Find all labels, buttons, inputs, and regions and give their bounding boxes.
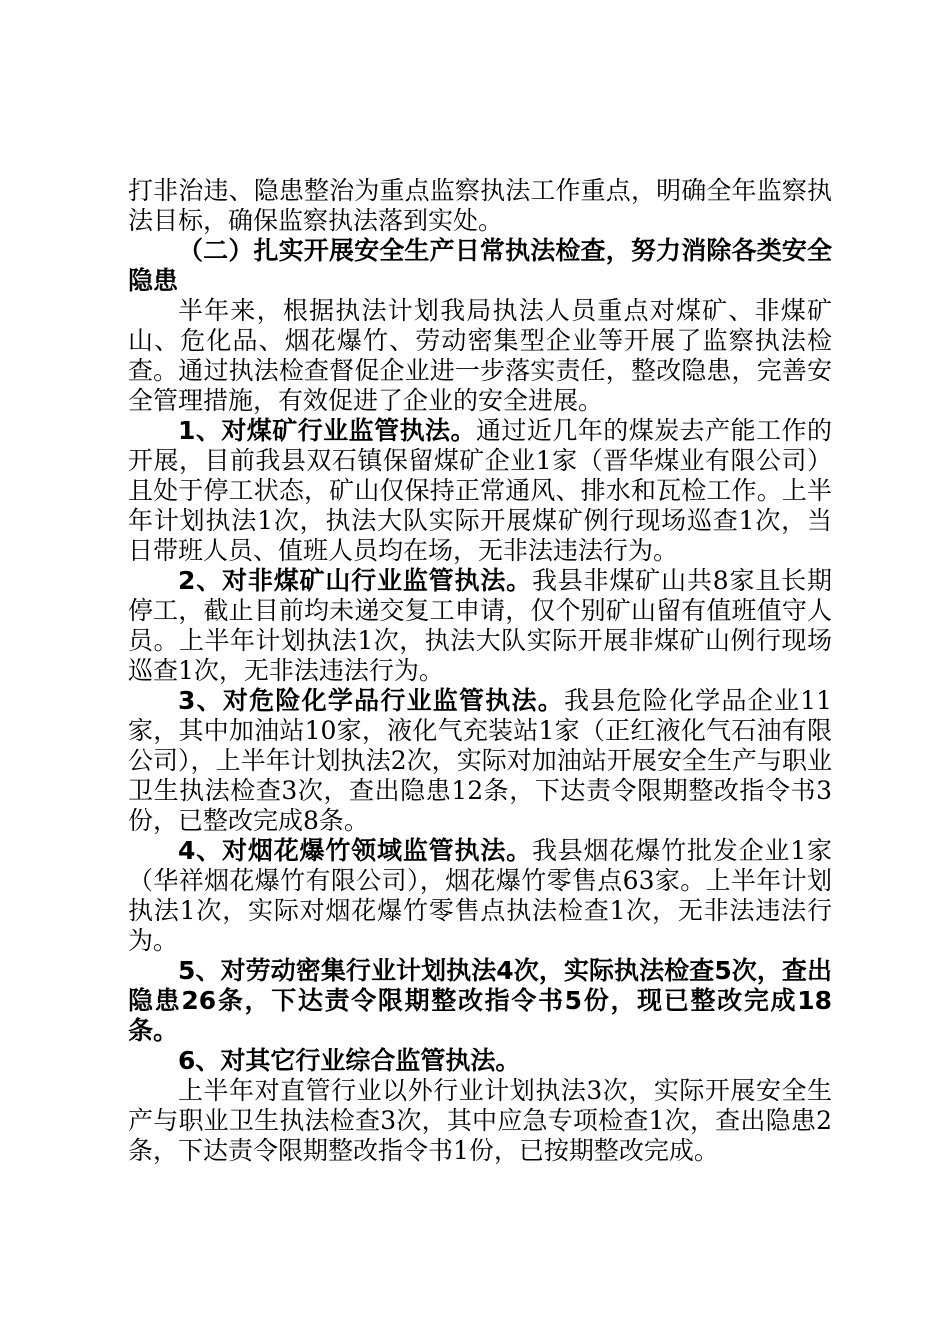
paragraph-intro-continuation: 打非治违、隐患整治为重点监察执法工作重点，明确全年监察执法目标，确保监察执法落到实处。 [128,176,832,235]
section-heading-2: （二）扎实开展安全生产日常执法检查，努力消除各类安全隐患 [128,236,832,295]
item-1-coal-mine [128,416,832,566]
item-3-lead: 3、对危险化学品行业监管执法。 [178,686,565,715]
item-3-body: 我县危险化学品企业11家，其中加油站10家，液化气充装站1家（正红液化气石油有限公司），上半年计划执法2次，实际对加油站开展安全生产与职业卫生执法检查3次，查出隐患12条，下达责令限期整改指令书3份，已整改完成8条。 [128,686,832,835]
item-6-lead: 6、对其它行业综合监管执法。 [178,1046,521,1075]
item-3-hazardous-chemicals [128,686,832,836]
item-1-body: 通过近几年的煤炭去产能工作的开展，目前我县双石镇保留煤矿企业1家（晋华煤业有限公司）且处于停工状态，矿山仅保持正常通风、排水和瓦检工作。上半年计划执法1次，执法大队实际开展煤矿例行现场巡查1次，当日带班人员、值班人员均在场，无非法违法行为。 [128,416,832,565]
item-6-other-industries [128,1046,832,1076]
paragraph-half-year-summary: 半年来，根据执法计划我局执法人员重点对煤矿、非煤矿山、危化品、烟花爆竹、劳动密集型企业等开展了监察执法检查。通过执法检查督促企业进一步落实责任，整改隐患，完善安全管理措施，有效促进了企业的安全进展。 [128,296,832,415]
item-2-non-coal-mine [128,566,832,686]
item-2-body: 我县非煤矿山共8家且长期停工，截止目前均未递交复工申请，仅个别矿山留有值班值守人员。上半年计划执法1次，执法大队实际开展非煤矿山例行现场巡查1次，无非法违法行为。 [128,566,832,685]
item-2-lead: 2、对非煤矿山行业监管执法。 [178,566,532,595]
document-page [128,176,832,1166]
item-4-lead: 4、对烟花爆竹领域监管执法。 [178,836,532,865]
item-4-fireworks [128,836,832,956]
item-5-labor-intensive: 5、对劳动密集行业计划执法4次，实际执法检查5次，查出隐患26条，下达责令限期整改指令书5份，现已整改完成18条。 [128,956,832,1045]
item-1-lead: 1、对煤矿行业监管执法。 [178,416,476,445]
paragraph-other-industries-detail: 上半年对直管行业以外行业计划执法3次，实际开展安全生产与职业卫生执法检查3次，其中应急专项检查1次，查出隐患2条，下达责令限期整改指令书1份，已按期整改完成。 [128,1076,832,1165]
item-4-body: 我县烟花爆竹批发企业1家（华祥烟花爆竹有限公司），烟花爆竹零售点63家。上半年计划执法1次，实际对烟花爆竹零售点执法检查1次，无非法违法行为。 [128,836,832,955]
